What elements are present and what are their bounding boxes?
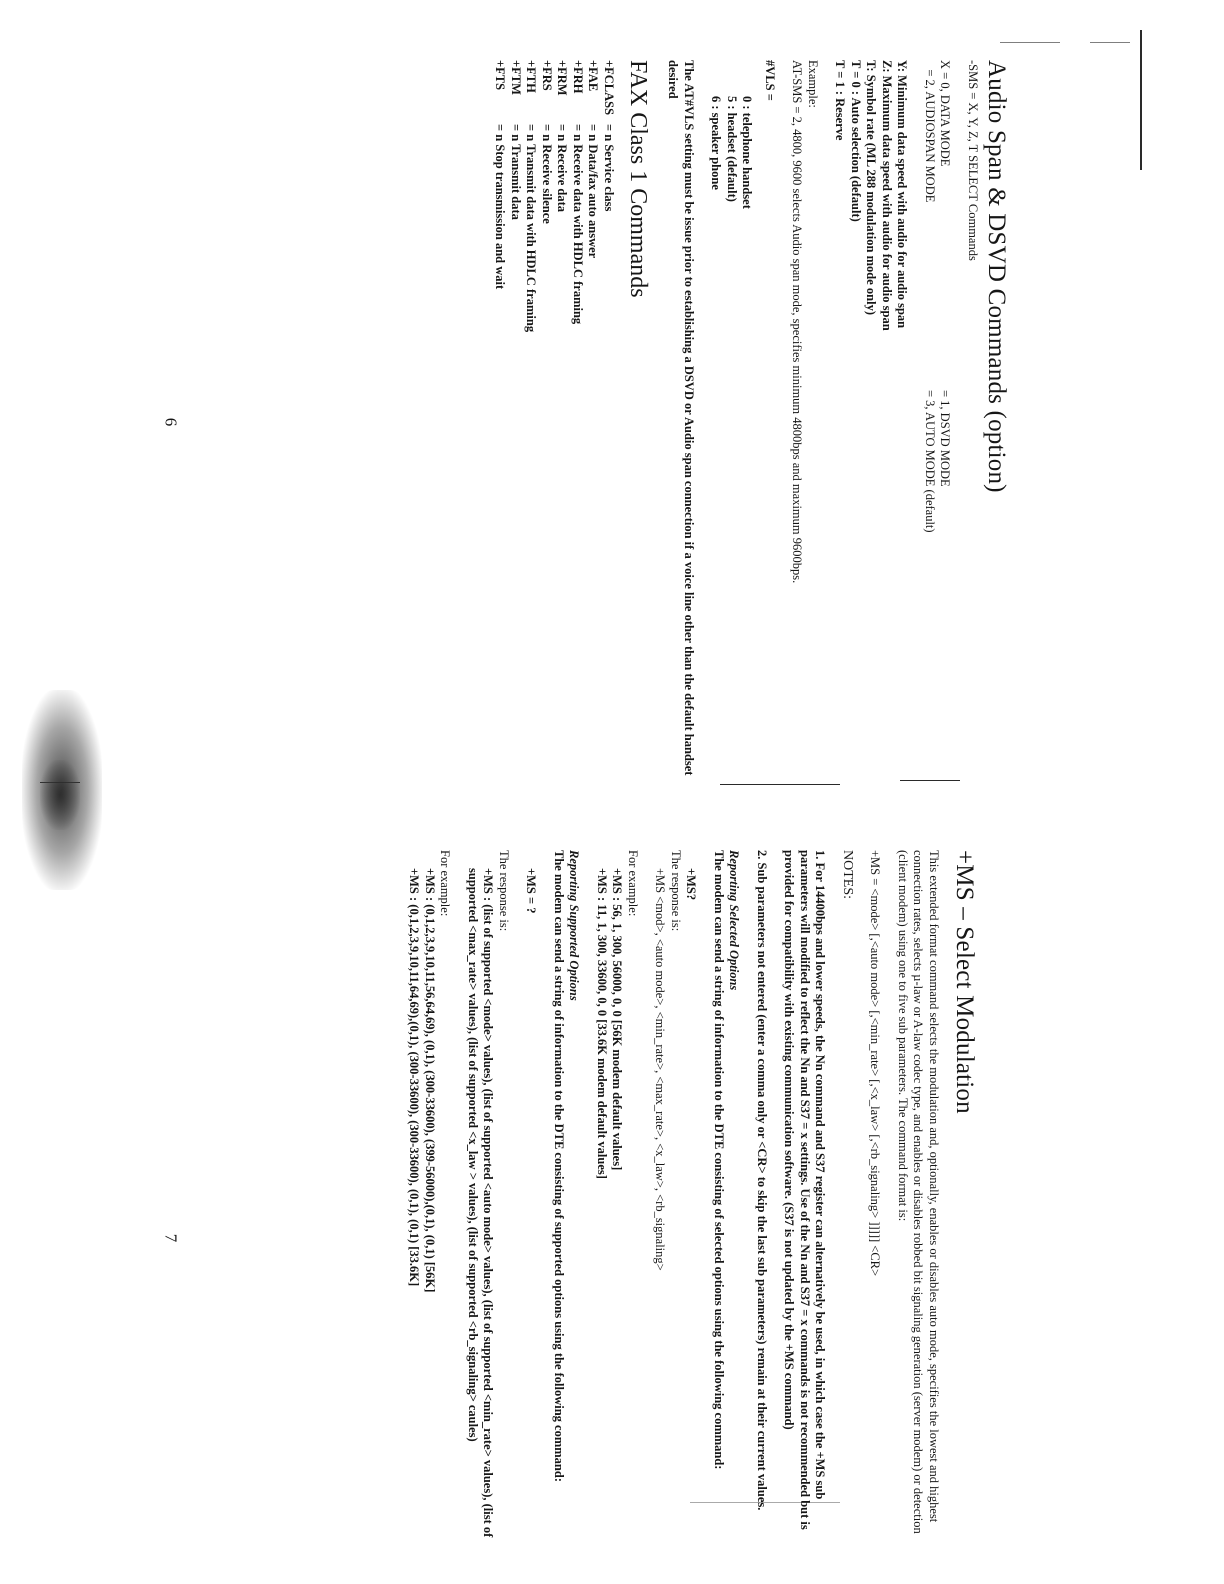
param-line: Z: Maximum data speed with audio for audio span xyxy=(880,60,894,331)
example-text: AT-SMS = 2, 4800, 9600 selects Audio span mode, specifies minimum 4800bps and maximum 9600bps. xyxy=(790,60,805,584)
supported-example: +MS : (0,1,2,3,9,10,11,56,64,69), (0,1), (300-33600), (399-56000),(0,1), (0,1) [56K] xyxy=(423,868,437,1293)
scan-smudge xyxy=(40,760,80,830)
fax-command-row xyxy=(539,60,555,800)
param-line: T = 1 : Reserve xyxy=(833,60,848,141)
mode-a: = 2, AUDIOSPAN MODE xyxy=(923,60,937,203)
param-line: T: Symbol rate (ML 288 modulation mode only) xyxy=(864,60,879,315)
fax-command-row xyxy=(554,60,570,800)
notes-label: NOTES: xyxy=(840,850,855,899)
for-example-label-2: For example: xyxy=(438,850,453,917)
page-number-left: 6 xyxy=(161,417,181,427)
mode-a: X = 0, DATA MODE xyxy=(938,60,953,167)
fax-command-row xyxy=(585,60,601,800)
fax-command-desc: = n Transmit data with HDLC framing xyxy=(524,124,539,333)
fax-command: +FRM xyxy=(555,60,570,96)
fax-command-desc: = n Data/fax auto answer xyxy=(586,124,601,259)
fax-command: +FRS xyxy=(540,60,554,91)
vls-note: The AT#VLS setting must be issue prior to establishing a DSVD or Audio span connection if a voice line other than the default handset desired xyxy=(666,60,696,776)
query-command: +MS? xyxy=(684,868,699,901)
reporting-selected-text: The modem can send a string of information to the DTE consisting of selected options using the following command: xyxy=(712,850,726,1470)
response-label-2: The response is: xyxy=(497,850,511,932)
fax-command-desc: = n Receive data with HDLC framing xyxy=(571,124,585,325)
fax-command-row xyxy=(523,60,539,800)
note-1: 1. For 14400bps and lower speeds, the Nn command and S37 register can alternatively be used, in which case the +MS sub parameters will modified to reflect the Nn and S37 = x settings. Use of the Nn and S37 = x commands is not recommended but is provided for compatibility with existing communication software. (S37 is not updated by the +MS command) xyxy=(782,850,828,1530)
scan-top-dash xyxy=(1090,42,1130,43)
note-2: 2. Sub parameters not entered (enter a comma only or <CR> to skip the last sub parameters) remain at their current values. xyxy=(755,850,769,1511)
audio-span-title: Audio Span & DSVD Commands (option) xyxy=(983,60,1010,493)
fax-command-row xyxy=(492,60,508,800)
vls-option: 6 : speaker phone xyxy=(709,96,724,190)
reporting-supported-text: The modem can send a string of information to the DTE consisting of supported options using the following command: xyxy=(552,850,566,1482)
fax-title: FAX Class 1 Commands xyxy=(625,60,651,298)
fax-command-desc: = n Service class xyxy=(602,124,616,212)
for-example-label: For example: xyxy=(626,850,640,917)
page-number-right: 7 xyxy=(161,1233,181,1243)
vls-label: #VLS = xyxy=(763,60,777,101)
mode-row xyxy=(922,60,938,800)
fax-command-desc: = n Receive data xyxy=(555,124,570,213)
mode-b: = 1, DSVD MODE xyxy=(938,390,953,487)
fax-command: +FTS xyxy=(493,60,508,91)
fax-command-row xyxy=(601,60,617,800)
fax-command-desc: = n Transmit data xyxy=(509,124,523,220)
right-page xyxy=(406,850,978,1550)
fax-command: +FCLASS xyxy=(602,60,616,116)
support-command: +MS = ? xyxy=(524,868,539,914)
example-line: +MS : 11, 1, 300, 33600, 0, 0 [33.6K modem default values] xyxy=(595,868,609,1179)
mode-b: = 3, AUTO MODE (default) xyxy=(923,390,937,533)
fax-command: +FRH xyxy=(571,60,585,94)
supported-text: +MS : (list of supported <mode> values), (list of supported <auto mode> values), (list of supported <min_rate> values), (list of supported <max_rate> values), (list of supported <x_law > values), (list of supported <rb_signaling> caules) xyxy=(466,868,496,1538)
fax-command: +FTH xyxy=(524,60,539,93)
fax-command-row xyxy=(508,60,524,800)
fax-command: +FTM xyxy=(509,60,523,95)
scan-top-dash xyxy=(1000,42,1060,43)
fax-command: +FAE xyxy=(586,60,601,92)
ms-intro: This extended format command selects the modulation and, optionally, enables or disables auto mode, specifies the lowest and highest connection rates, selects µ-law or A-law codec type, and enables or disables robbed bit signaling generation (server modem) or detection (client modem) using one to five sub parameters. The command format is: xyxy=(896,850,941,1534)
vls-option: 0 : telephone handset xyxy=(740,96,755,209)
example-line: +MS : 56, 1, 300, 56000, 0, 0 [56K modem default values] xyxy=(610,868,625,1171)
fax-command-desc: = n Stop transmission and wait xyxy=(493,124,508,290)
mode-row xyxy=(937,60,953,800)
ms-format: +MS = <mode> [,<auto mode> [,<min_rate> [,<x_law> [,<rb_signaling> ]]]]] <CR> xyxy=(868,850,883,1277)
reporting-supported-heading: Reporting Supported Options xyxy=(567,850,582,1001)
response-label: The response is: xyxy=(669,850,683,932)
scan-edge-line xyxy=(1140,30,1142,170)
param-line: Y: Minimum data speed with audio for audio span xyxy=(895,60,910,329)
reporting-selected-heading: Reporting Selected Options xyxy=(727,850,742,991)
fax-command-desc: = n Receive silence xyxy=(540,124,554,224)
supported-example: +MS : (0,1,2,3,9,10,11,64,69),(0,1), (300-33600), (300-33600), (0,1), (0,1) [33.6K] xyxy=(407,868,422,1287)
param-line: T = 0 : Auto selection (default) xyxy=(849,60,863,222)
example-label: Example: xyxy=(806,60,820,108)
vls-option: 5 : headset (default) xyxy=(725,96,739,202)
response-format: +MS <mod>, <auto mode>, <min_rate>, <max_rate>, <x_law>, <rb_signaling> xyxy=(653,868,668,1271)
ms-title: +MS – Select Modulation xyxy=(951,850,978,1114)
left-page xyxy=(492,60,1010,800)
sms-subtitle: -SMS = X, Y, Z, T SELECT Commands xyxy=(966,60,980,261)
fax-command-row xyxy=(570,60,586,800)
